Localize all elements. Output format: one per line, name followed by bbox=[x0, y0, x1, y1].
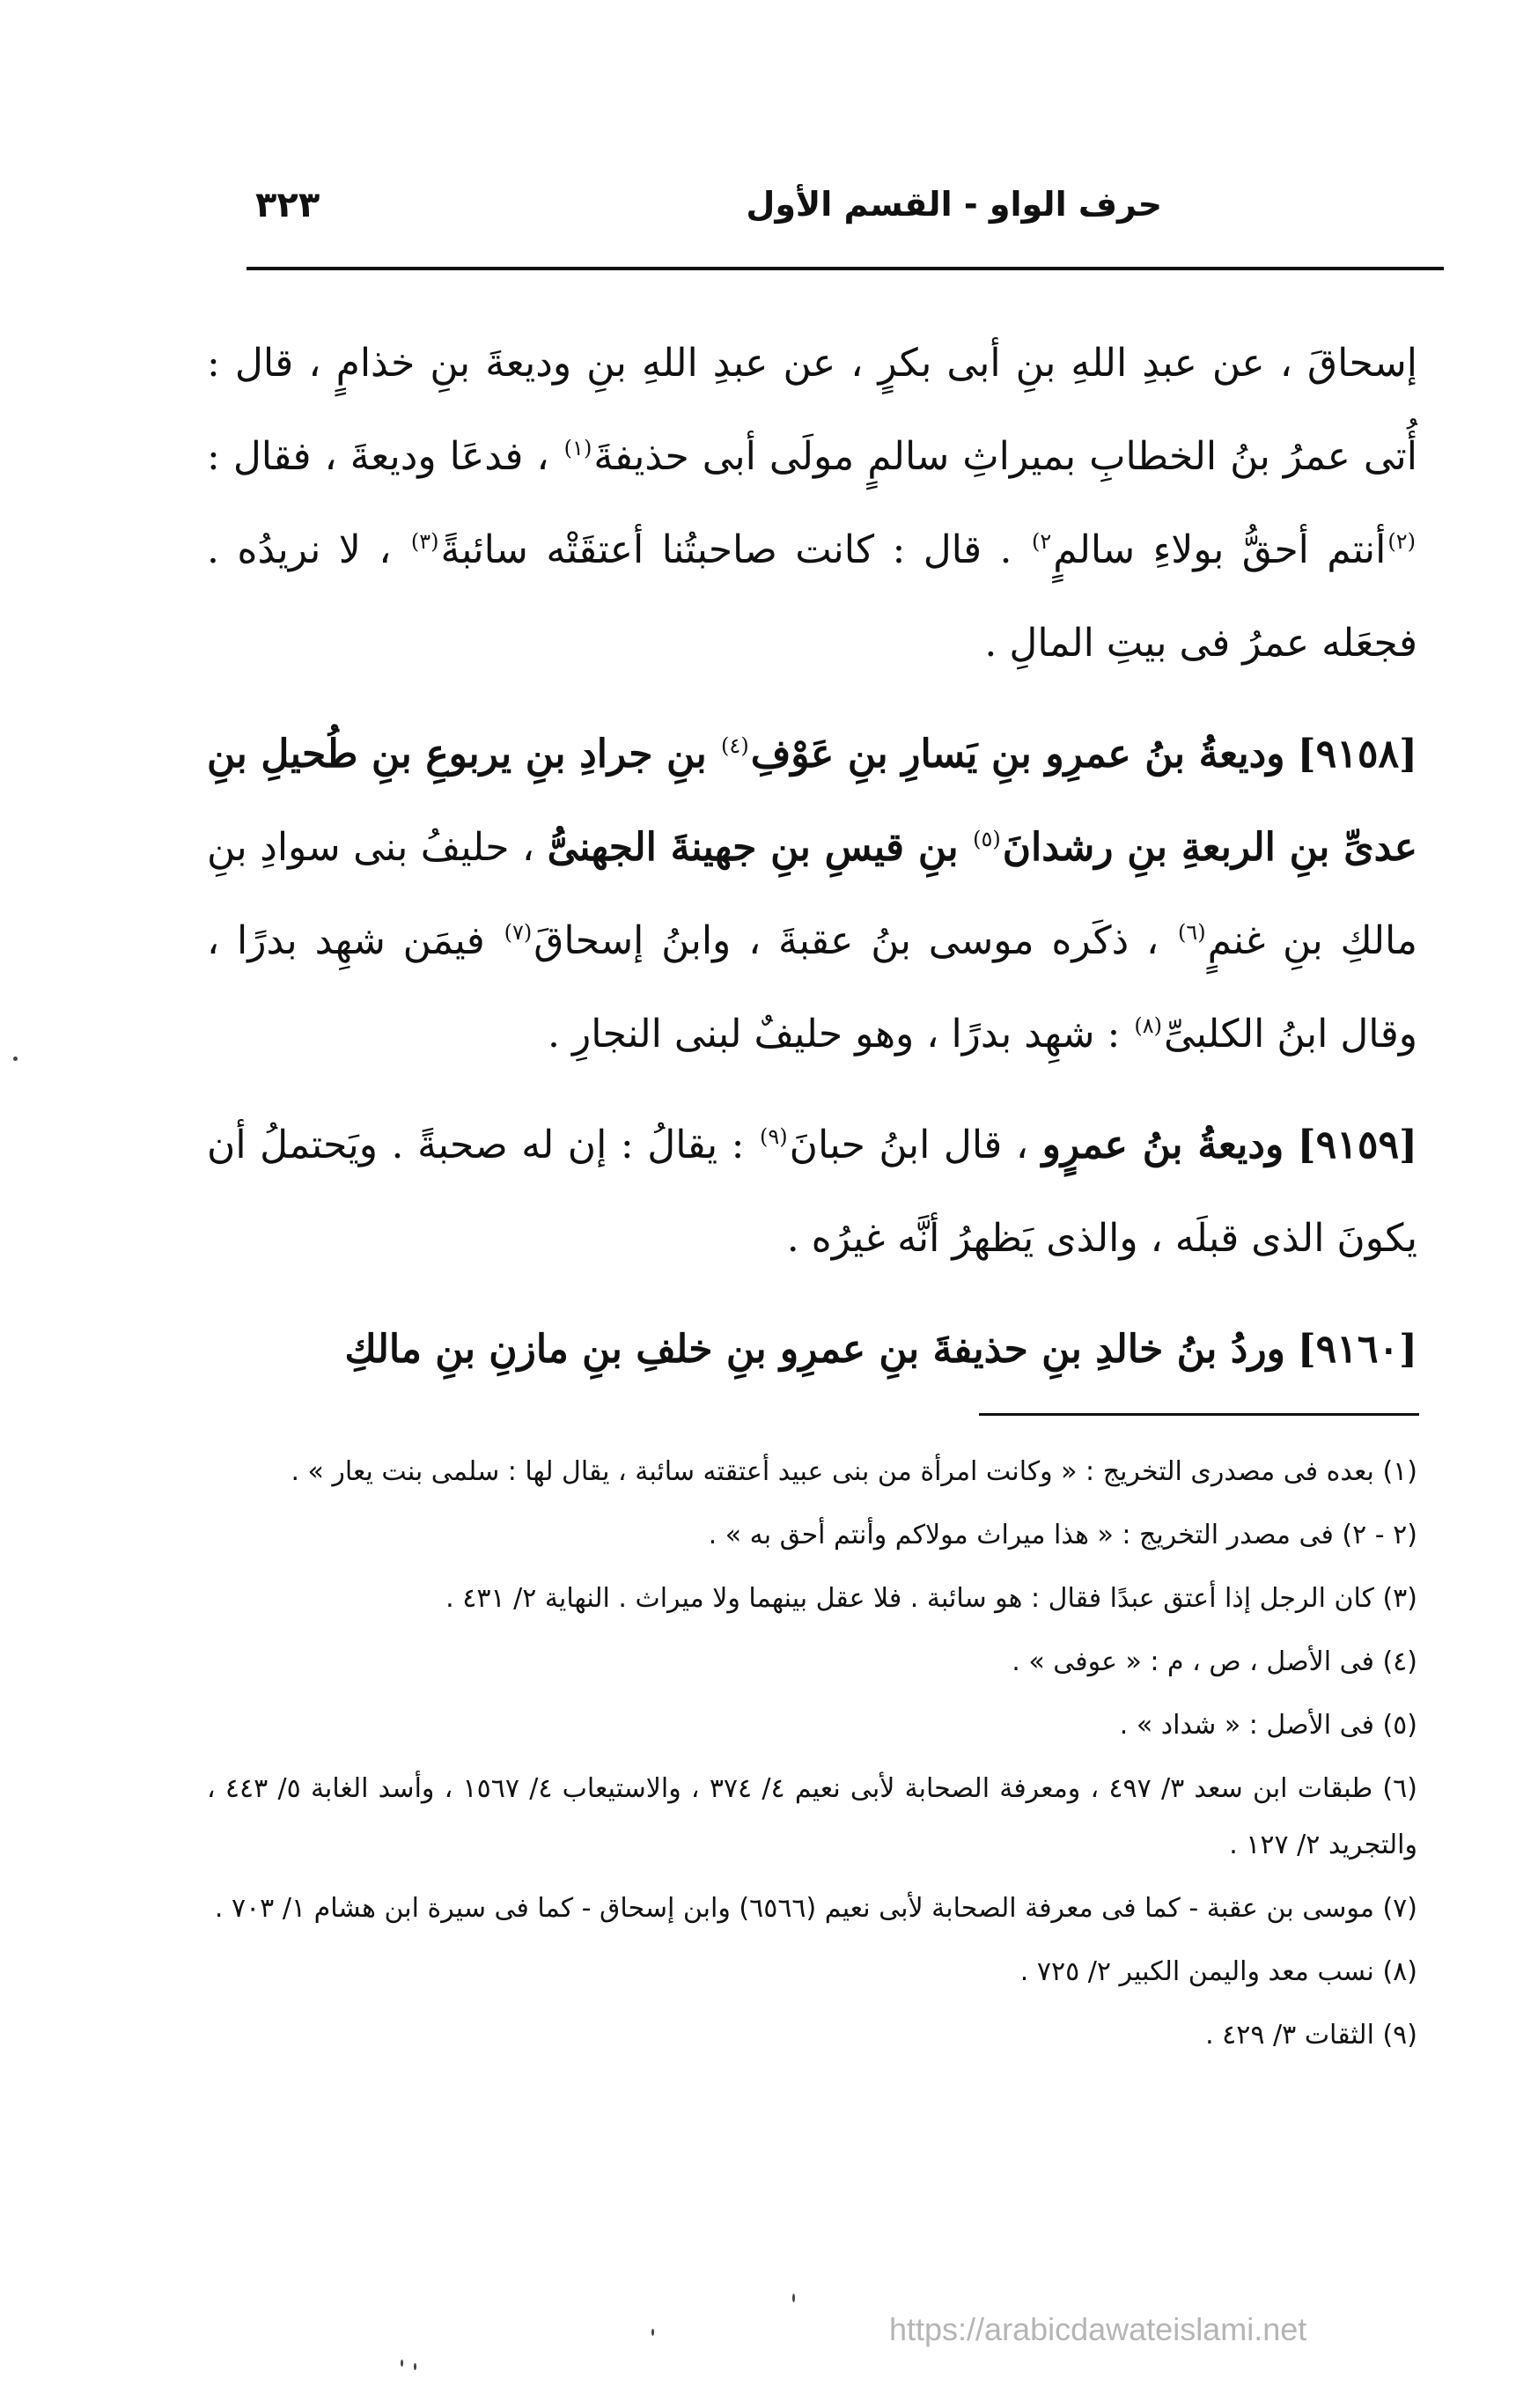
footnote-separator bbox=[979, 1413, 1419, 1416]
page-number: ٣٢٣ bbox=[255, 185, 320, 225]
footnote-8: (٨) نسب معد واليمن الكبير ٢/ ٧٢٥ . bbox=[1019, 1956, 1417, 1987]
footnote-5: (٥) فى الأصل : « شداد » . bbox=[1119, 1710, 1417, 1741]
footnote-ref[interactable]: (٢) bbox=[1387, 529, 1416, 555]
main-text bbox=[207, 317, 1417, 1396]
footnote-ref[interactable]: (٥) bbox=[973, 827, 1001, 852]
entry-name: وديعةُ بنُ عمرٍو bbox=[1041, 1123, 1284, 1167]
footnote-7: (٧) موسى بن عقبة - كما فى معرفة الصحابة لأبى نعيم (٦٥٦٦) وابن إسحاق - كما فى سيرة ابن هشام ١/ ٧٠٣ . bbox=[214, 1893, 1417, 1924]
paragraph-continuation: إسحاقَ ، عن عبدِ اللهِ بنِ أبى بكرٍ ، عن عبدِ اللهِ بنِ وديعةَ بنِ خذامٍ ، قال : أُتى عمرُ بنُ الخطابِ بميراثِ سالمٍ مولَى أبى حذيفةَ$^{(١)}$ ، فدعَا وديعةَ ، فقال : $^{(٢)}$أنتم أحقُّ بولاءِ سالمٍ$^{٢)}$ . قال : كانت صاحبتُنا أعتقَتْه سائبةً$^{(٣)}$ ، لا نريدُه . فجعَله عمرُ فى بيتِ المالِ . bbox=[207, 341, 1417, 666]
watermark-url: https://arabicdawateislami.net bbox=[889, 2311, 1307, 2347]
entry-number: [٩١٥٨] bbox=[1297, 732, 1417, 777]
footnote-ref[interactable]: (٨) bbox=[1134, 1013, 1162, 1039]
footnote-2: (٢ - ٢) فى مصدر التخريج : « هذا ميراث مولاكم وأنتم أحق به » . bbox=[708, 1520, 1417, 1550]
scan-speck bbox=[792, 2294, 795, 2302]
footnote-ref[interactable]: (٩) bbox=[760, 1124, 788, 1150]
scan-speck bbox=[401, 2360, 403, 2367]
footnote-9: (٩) الثقات ٣/ ٤٢٩ . bbox=[1205, 2020, 1417, 2051]
entry-name: وردُ بنُ خالدِ بنِ حذيفةَ بنِ عمرِو بنِ خلفِ بنِ مازنِ بنِ مالكِ bbox=[344, 1327, 1285, 1372]
footnote-1: (١) بعده فى مصدرى التخريج : « وكانت امرأة من بنى عبيد أعتقته سائبة ، يقال لها : سلمى بنت يعار » . bbox=[291, 1456, 1417, 1487]
header-rule bbox=[247, 267, 1444, 270]
footnote-ref[interactable]: (٣) bbox=[410, 529, 439, 555]
page-header bbox=[255, 185, 1435, 238]
entry-9158: [٩١٥٨] وديعةُ بنُ عمرِو بنِ يَسارِ بنِ عَوْفِ$^{(٤)}$ بنِ جرادِ بنِ يربوعِ بنِ طُحيلِ بنِ عدىِّ بنِ الربعةِ بنِ رشدانَ$^{(٥)}$ بنِ قيسِ بنِ جهينةَ الجهنىُّ ، حليفُ بنى سوادِ بنِ مالكِ بنِ غنمٍ$^{(٦)}$ ، ذكَره موسى بنُ عقبةَ ، وابنُ إسحاقَ$^{(٧)}$ فيمَن شهِد بدرًا ، وقال ابنُ الكلبىِّ$^{(٨)}$ : شهِد بدرًا ، وهو حليفٌ لبنى النجارِ . bbox=[207, 732, 1417, 1057]
entry-9159: [٩١٥٩] وديعةُ بنُ عمرٍو ، قال ابنُ حبانَ$^{(٩)}$ : يقالُ : إن له صحبةً . ويَحتملُ أن يكونَ الذى قبلَه ، والذى يَظهرُ أنَّه غيرُه . bbox=[207, 1123, 1417, 1261]
entry-number: [٩١٦٠] bbox=[1297, 1327, 1417, 1372]
footnote-ref[interactable]: ٢) bbox=[1031, 529, 1052, 555]
scan-speck bbox=[13, 1057, 18, 1061]
entry-name: بنِ قيسِ بنِ جهينةَ الجهنىُّ bbox=[547, 825, 959, 870]
footnotes bbox=[207, 1444, 1417, 2071]
entry-name: وديعةُ بنُ عمرِو بنِ يَسارِ بنِ عَوْفِ bbox=[750, 732, 1285, 777]
footnote-ref[interactable]: (٧) bbox=[504, 920, 533, 946]
footnote-6: (٦) طبقات ابن سعد ٣/ ٤٩٧ ، ومعرفة الصحابة لأبى نعيم ٤/ ٣٧٤ ، والاستيعاب ٤/ ١٥٦٧ ، وأسد الغابة ٥/ ٤٤٣ ، والتجريد ٢/ ١٢٧ . bbox=[207, 1773, 1417, 1860]
entry-number: [٩١٥٩] bbox=[1297, 1123, 1417, 1167]
entry-name: بنِ جرادِ بنِ يربوعِ بنِ طُحيلِ بنِ عدىِّ بنِ الربعةِ بنِ رشدانَ bbox=[207, 732, 1417, 870]
footnote-ref[interactable]: (١) bbox=[563, 436, 592, 461]
running-title: حرف الواو - القسم الأول bbox=[746, 185, 1162, 224]
scan-speck bbox=[414, 2363, 416, 2370]
footnote-3: (٣) كان الرجل إذا أعتق عبدًا فقال : هو سائبة . فلا عقل بينهما ولا ميراث . النهاية ٢/ ٤٣١ . bbox=[445, 1583, 1417, 1614]
footnote-4: (٤) فى الأصل ، ص ، م : « عوفى » . bbox=[1012, 1646, 1417, 1677]
footnote-ref[interactable]: (٦) bbox=[1178, 920, 1206, 946]
scan-speck bbox=[651, 2329, 654, 2336]
entry-9160 bbox=[207, 1303, 1417, 1396]
footnote-ref[interactable]: (٤) bbox=[721, 733, 749, 759]
